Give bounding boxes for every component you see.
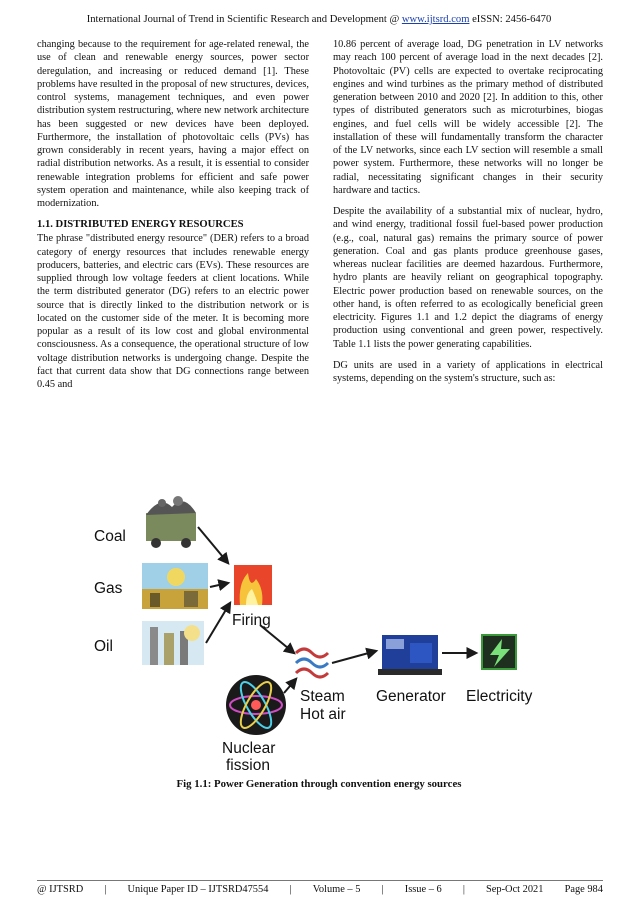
power-generation-figure xyxy=(80,493,550,773)
steam-swirl-icon xyxy=(296,649,328,677)
footer-sep-3: | xyxy=(381,884,384,895)
footer-date: Sep-Oct 2021 xyxy=(486,884,544,895)
electricity-label: Electricity xyxy=(466,688,533,705)
generator-label: Generator xyxy=(376,688,446,705)
steam-label: Steam xyxy=(300,688,345,705)
figure-caption: Fig 1.1: Power Generation through convention energy sources xyxy=(176,778,462,790)
firing-arrow xyxy=(260,625,294,653)
right-paragraph-2: Despite the availability of a substantial mix of nuclear, hydro, and wind energy, traditional fossil fuel-based power production (e.g., coal, natural gas) remains the primary source of power generation. Coal and gas plants produce greenhouse gases, whereas nuclear facilities are deemed hazardous. Furthermore, hydro plants are heavily reliant on geographical topography. Electric power production based on renewable sources, on the other hand, is often referred to as ecologically beneficial green electricity. Figures 1.1 and 1.2 depict the diagrams of energy production using conventional and green power, respectively. Table 1.1 lists the power generating capabilities. xyxy=(333,206,603,350)
right-paragraph-3: DG units are used in a variety of applications in electrical systems, depending on the system's structure, such as: xyxy=(333,359,603,384)
right-paragraph-1: 10.86 percent of average load, DG penetration in LV networks may reach 100 percent of average load in the next decades [2]. Photovoltaic (PV) cells are expected to overtake reciprocating engines and wind turbines as the primary method of distributed generation between 2010 and 2020 [2]. In addition to this, other types of distributed generators such as microturbines, biogas engines, and fuel cells will be widely accessible [2]. The installation of these will fundamentally transform the character of the LV networks, since each LV section will resemble a small power system. Furthermore, these networks will no longer be radial, necessitating significant changes in their security hardware and tactics. xyxy=(333,39,603,196)
footer-volume: Volume – 5 xyxy=(312,884,361,895)
left-paragraph-1: changing because to the requirement for age-related renewal, the use of clean and renewable energy sources, power sector deregulation, and increasing or reduced demand [1]. These problems have resulted in the proposal of new structures, devices, control systems, management techniques, and even power distribution system restructuring, where new network architecture has been suggested or new devices have been deployed. Furthermore, the installation of photovoltaic cells (PVs) has grown considerably in recent years, having a major effect on radial distribution networks. As a result, it is essential to consider renewable integration problems for efficient and safe power system operation and maintenance, while also keeping track of modernization. xyxy=(37,39,309,209)
coal-label: Coal xyxy=(94,528,126,545)
footer-sep-4: | xyxy=(462,884,465,895)
footer-sep-2: | xyxy=(289,884,292,895)
generator-icon xyxy=(378,635,442,675)
firing-flame-icon xyxy=(234,565,272,605)
electricity-bolt-icon xyxy=(482,635,516,669)
left-paragraph-2: The phrase "distributed energy resource" (DER) refers to a broad category of energy resources that includes renewable energy producers, batteries, and electric cars (EVs). These resources are supplied through low voltage feeders at client locations. While the term distributed generator (DG) refers to an electric power source that is directly linked to the distribution network or is located on the customer side of the meter. It is becoming more popular as a result of its low cost and global environmental consciousness. As a consequence, the operational structure of low voltage distribution networks is undergoing change. Despite the fact that current data show that DG connections range between 0.45 and xyxy=(37,233,309,390)
left-column xyxy=(37,38,309,399)
gas-arrow xyxy=(210,583,228,587)
oil-arrow xyxy=(206,603,230,643)
header-issn: eISSN: 2456-6470 xyxy=(469,14,552,25)
header-prefix: International Journal of Trend in Scientific Research and Development @ xyxy=(86,14,402,25)
page-footer xyxy=(37,884,603,895)
oil-label: Oil xyxy=(94,638,113,655)
coal-arrow xyxy=(198,527,228,563)
footer-divider xyxy=(37,880,603,881)
journal-link[interactable]: www.ijtsrd.com xyxy=(401,14,470,25)
oil-refinery-icon xyxy=(142,621,204,665)
footer-paper-id: Unique Paper ID – IJTSRD47554 xyxy=(127,884,269,895)
gas-label: Gas xyxy=(94,580,123,597)
footer-issue: Issue – 6 xyxy=(404,884,442,895)
coal-cart-icon xyxy=(146,496,196,548)
nuclear-label: Nuclear xyxy=(222,740,276,757)
footer-brand: @ IJTSRD xyxy=(37,884,84,895)
nuclear-arrow xyxy=(284,679,296,693)
section-heading: 1.1. DISTRIBUTED ENERGY RESOURCES xyxy=(37,219,244,231)
footer-page: Page 984 xyxy=(564,884,603,895)
right-column xyxy=(333,38,603,393)
hot-air-label: Hot air xyxy=(300,706,346,723)
journal-header xyxy=(0,14,638,25)
steam-arrow xyxy=(332,651,376,663)
firing-label: Firing xyxy=(232,612,271,629)
footer-sep-1: | xyxy=(104,884,107,895)
gas-plant-icon xyxy=(142,563,208,609)
nuclear-atom-icon xyxy=(226,675,286,735)
fission-label: fission xyxy=(226,757,270,773)
